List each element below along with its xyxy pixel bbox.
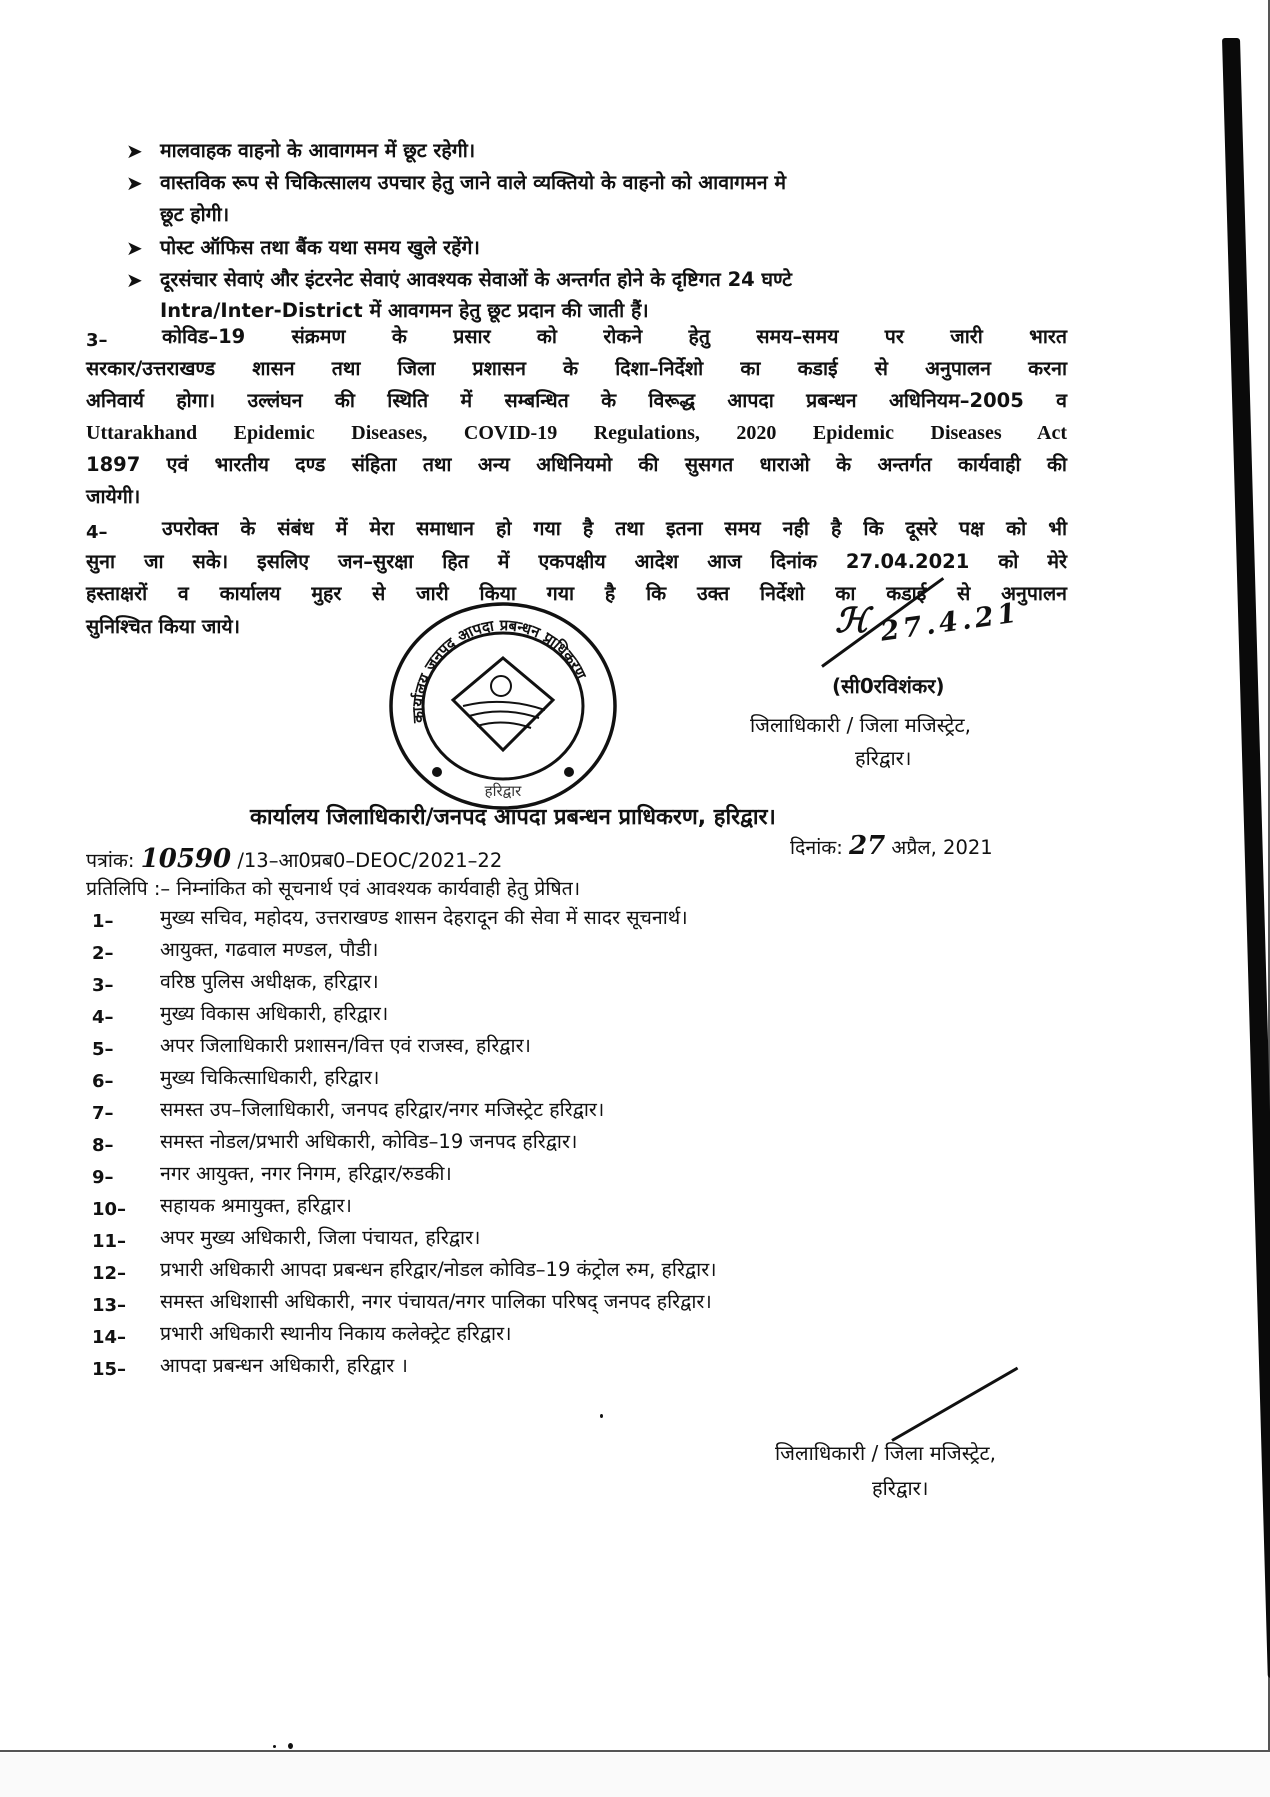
bullet-4: दूरसंचार सेवाएं और इंटरनेट सेवाएं आवश्यक सेवाओं के अन्तर्गत होने के दृष्टिगत 24 घण्टे: [160, 268, 792, 291]
list-item: आयुक्त, गढवाल मण्डल, पौडी।: [160, 938, 379, 961]
recipient-number: 12–: [92, 1263, 127, 1284]
signatory-designation: जिलाधिकारी / जिला मजिस्ट्रेट,: [750, 713, 971, 737]
scan-speck: [273, 1745, 276, 1748]
recipient-number: 9–: [92, 1167, 114, 1188]
signature-date: 27.4.21: [878, 597, 1023, 648]
para-3-line-1: कोविड–19 संक्रमण के प्रसार को रोकने हेतु समय–समय पर जारी भारत: [162, 325, 1067, 348]
recipient-number: 10–: [92, 1199, 127, 1220]
para-3-line-4: Uttarakhand Epidemic Diseases, COVID-19 Regulations, 2020 Epidemic Diseases Act: [86, 422, 1067, 444]
ref-label: पत्रांक:: [86, 849, 135, 872]
date-rest: अप्रैल, 2021: [891, 836, 993, 859]
scan-speck: [288, 1743, 293, 1749]
seal-bottom-text: हरिद्वार: [484, 782, 522, 800]
scan-edge-shadow: [1222, 38, 1270, 1678]
list-item: मुख्य चिकित्साधिकारी, हरिद्वार।: [160, 1066, 380, 1089]
recipient-number: 6–: [92, 1071, 114, 1092]
list-item: वरिष्ठ पुलिस अधीक्षक, हरिद्वार।: [160, 970, 379, 993]
bullet-3: पोस्ट ऑफिस तथा बैंक यथा समय खुले रहेंगे।: [160, 236, 480, 259]
bullet-2: वास्तविक रूप से चिकित्सालय उपचार हेतु जाने वाले व्यक्तियो के वाहनो को आवागमन मे: [160, 171, 787, 194]
list-item: प्रभारी अधिकारी आपदा प्रबन्धन हरिद्वार/नोडल कोविड–19 कंट्रोल रुम, हरिद्वार।: [160, 1258, 717, 1281]
para-4-line-3: हस्ताक्षरों व कार्यालय मुहर से जारी किया गया है कि उक्त निर्देशो का कडाई से अनुपालन: [86, 582, 1067, 605]
copy-to-heading: प्रतिलिपि :– निम्नांकित को सूचनार्थ एवं आवश्यक कार्यवाही हेतु प्रेषित।: [86, 877, 581, 900]
recipient-number: 11–: [92, 1231, 127, 1252]
scan-speck: [600, 1414, 603, 1418]
seal-icon: [385, 600, 620, 812]
list-item: मुख्य सचिव, महोदय, उत्तराखण्ड शासन देहरादून की सेवा में सादर सूचनार्थ।: [160, 906, 688, 929]
signature-initial: ℋ: [835, 601, 869, 641]
recipient-number: 2–: [92, 943, 114, 964]
office-header: कार्यालय जिलाधिकारी/जनपद आपदा प्रबन्धन प्राधिकरण, हरिद्वार।: [250, 805, 776, 830]
recipient-number: 13–: [92, 1295, 127, 1316]
para-3-line-3: अनिवार्य होगा। उल्लंघन की स्थिति में सम्बन्धित के विरूद्ध आपदा प्रबन्धन अधिनियम–2005 व: [86, 389, 1067, 412]
list-item: अपर मुख्य अधिकारी, जिला पंचायत, हरिद्वार।: [160, 1226, 481, 1249]
list-item: आपदा प्रबन्धन अधिकारी, हरिद्वार ।: [160, 1354, 408, 1377]
para-3-line-5: 1897 एवं भारतीय दण्ड संहिता तथा अन्य अधिनियमो की सुसगत धाराओ के अन्तर्गत कार्यवाही की: [86, 453, 1067, 476]
para-3-line-6: जायेगी।: [86, 485, 141, 508]
recipient-number: 14–: [92, 1327, 127, 1348]
signatory-place-2: हरिद्वार।: [872, 1476, 929, 1500]
list-item: मुख्य विकास अधिकारी, हरिद्वार।: [160, 1002, 389, 1025]
list-item: सहायक श्रमायुक्त, हरिद्वार।: [160, 1194, 352, 1217]
list-item: समस्त अधिशासी अधिकारी, नगर पंचायत/नगर पालिका परिषद् जनपद हरिद्वार।: [160, 1290, 712, 1313]
para-3-number: 3–: [86, 330, 108, 351]
bullet-1: मालवाहक वाहनो के आवागमन में छूट रहेगी।: [160, 139, 476, 162]
signatory-designation-2: जिलाधिकारी / जिला मजिस्ट्रेट,: [775, 1441, 996, 1465]
list-item: नगर आयुक्त, नगर निगम, हरिद्वार/रुडकी।: [160, 1162, 452, 1185]
bullet-2-cont: छूट होगी।: [160, 203, 230, 226]
para-4-line-2: सुना जा सके। इसलिए जन–सुरक्षा हित में एकपक्षीय आदेश आज दिनांक 27.04.2021 को मेरे: [86, 550, 1067, 573]
recipient-number: 8–: [92, 1135, 114, 1156]
letter-reference: [86, 846, 502, 874]
para-3-line-2: सरकार/उत्तराखण्ड शासन तथा जिला प्रशासन के दिशा–निर्देशो का कडाई से अनुपालन करना: [86, 357, 1067, 380]
recipient-number: 1–: [92, 911, 114, 932]
list-item: समस्त उप–जिलाधिकारी, जनपद हरिद्वार/नगर मजिस्ट्रेट हरिद्वार।: [160, 1098, 605, 1121]
signatory-name: (सी0रविशंकर): [832, 674, 945, 698]
signatory-place: हरिद्वार।: [855, 746, 912, 770]
ref-number-handwritten: 10590: [140, 844, 232, 874]
letter-date: [790, 833, 993, 861]
recipient-number: 5–: [92, 1039, 114, 1060]
recipient-number: 15–: [92, 1359, 127, 1380]
recipient-number: 7–: [92, 1103, 114, 1124]
bullet-arrow-icon: ➤: [126, 171, 143, 195]
page-background: [0, 1753, 1270, 1797]
date-label: दिनांक:: [790, 836, 843, 859]
para-4-number: 4–: [86, 522, 108, 543]
recipient-number: 4–: [92, 1007, 114, 1028]
bullet-arrow-icon: ➤: [126, 268, 143, 292]
para-4-line-4: सुनिश्चित किया जाये।: [86, 615, 241, 638]
seal-ring-text: कार्यालय जनपद आपदा प्रबन्धन प्राधिकरण: [408, 616, 590, 724]
recipient-number: 3–: [92, 975, 114, 996]
bullet-4-cont: Intra/Inter-District में आवगमन हेतु छूट प्रदान की जाती हैं।: [160, 299, 649, 322]
list-item: प्रभारी अधिकारी स्थानीय निकाय कलेक्ट्रेट हरिद्वार।: [160, 1322, 512, 1345]
list-item: समस्त नोडल/प्रभारी अधिकारी, कोविड–19 जनपद हरिद्वार।: [160, 1130, 578, 1153]
bullet-arrow-icon: ➤: [126, 139, 143, 163]
official-seal-stamp: [385, 600, 620, 812]
ref-rest: /13–आ0प्रब0–DEOC/2021–22: [237, 849, 503, 872]
date-handwritten: 27: [849, 831, 886, 861]
list-item: अपर जिलाधिकारी प्रशासन/वित्त एवं राजस्व, हरिद्वार।: [160, 1034, 531, 1057]
signature-stroke-2: [891, 1367, 1018, 1442]
para-4-line-1: उपरोक्त के संबंध में मेरा समाधान हो गया है तथा इतना समय नही है कि दूसरे पक्ष को भी: [162, 517, 1067, 540]
bullet-arrow-icon: ➤: [126, 236, 143, 260]
